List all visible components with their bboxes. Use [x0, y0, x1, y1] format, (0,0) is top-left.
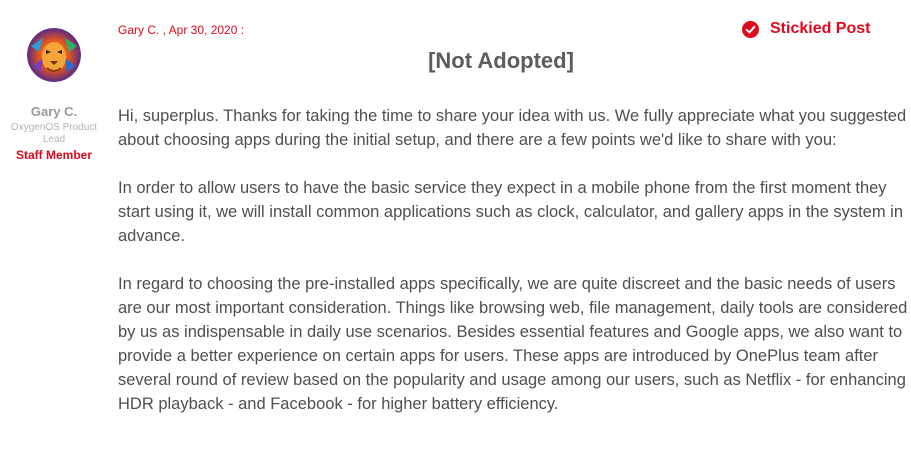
check-circle-icon	[742, 21, 759, 38]
author-title: OxygenOS Product Lead	[10, 122, 98, 145]
author-name[interactable]: Gary C.	[30, 104, 78, 119]
post-paragraph: Hi, superplus. Thanks for taking the time to share your idea with us. We fully appreciate what you suggested about choosing apps during the initial setup, and there are a few points we'd like to share with you:	[118, 107, 907, 149]
stickied-post-label: Stickied Post	[770, 20, 871, 37]
staff-member-badge: Staff Member	[15, 148, 92, 162]
post-paragraph: In order to allow users to have the basic service they expect in a mobile phone from the first moment they start using it, we will install common applications such as clock, calculator, and gallery apps in the system in advance.	[118, 179, 904, 245]
stickied-post-badge	[742, 20, 870, 38]
post-meta[interactable]: Gary C. , Apr 30, 2020 :	[118, 23, 245, 37]
post-title: [Not Adopted]	[428, 48, 574, 73]
post-body	[118, 104, 908, 440]
post-paragraph: In regard to choosing the pre-installed apps specifically, we are quite discreet and the basic needs of users are our most important consideration. Things like browsing web, file management, daily tools are considered by us as indispensable in daily use scenarios. Besides essential features and Google apps, we also want to provide a better experience on certain apps for users. These apps are introduced by OnePlus team after several round of review based on the popularity and usage among our users, such as Netflix - for enhancing HDR playback - and Facebook - for higher battery efficiency.	[118, 275, 908, 413]
